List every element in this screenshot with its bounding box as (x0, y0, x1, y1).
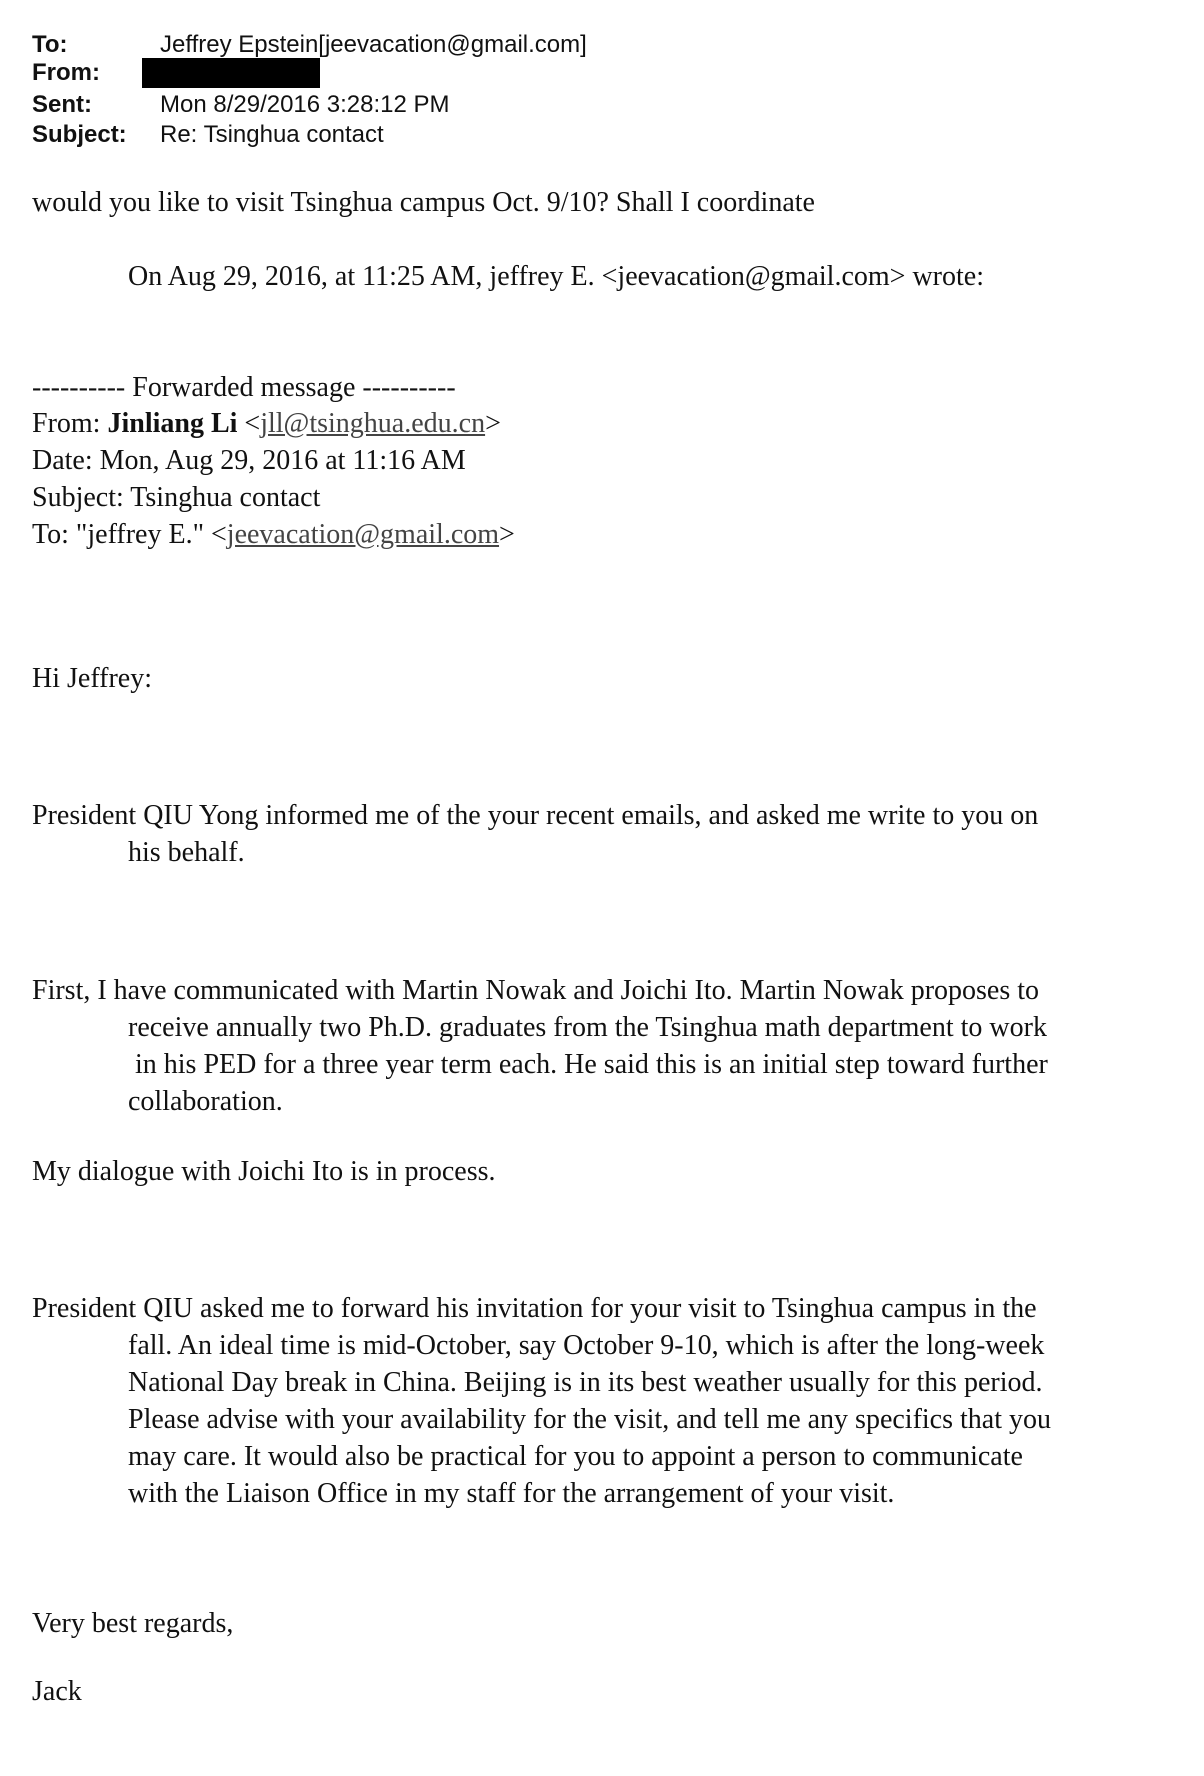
forward-to-line (32, 516, 515, 553)
paragraph-line: receive annually two Ph.D. graduates from the Tsinghua math department to work (128, 1012, 1047, 1043)
forward-from-name: Jinliang Li (107, 408, 238, 439)
paragraph-line: in his PED for a three year term each. He said this is an initial step toward further (128, 1049, 1048, 1080)
lt-bracket: < (211, 519, 227, 550)
paragraph-line: his behalf. (128, 837, 245, 868)
paragraph-line: collaboration. (128, 1086, 283, 1117)
paragraph-4 (32, 1290, 1172, 1512)
paragraph-3: My dialogue with Joichi Ito is in process. (32, 1156, 496, 1187)
closing: Very best regards, (32, 1608, 234, 1639)
subject-label: Subject: (32, 121, 127, 148)
paragraph-line: with the Liaison Office in my staff for the arrangement of your visit. (128, 1478, 895, 1509)
from-label: From: (32, 59, 100, 86)
paragraph-line: First, I have communicated with Martin Nowak and Joichi Ito. Martin Nowak proposes to (32, 975, 1040, 1006)
forward-from-line (32, 405, 501, 442)
paragraph-line: Please advise with your availability for the visit, and tell me any specifics that you (128, 1404, 1051, 1435)
forward-to-email-link[interactable]: jeevacation@gmail.com (226, 519, 500, 550)
signature: Jack (32, 1676, 82, 1707)
to-label: To: (32, 31, 68, 58)
paragraph-line: National Day break in China. Beijing is in its best weather usually for this period. (128, 1367, 1043, 1398)
paragraph-line: fall. An ideal time is mid-October, say October 9-10, which is after the long-week (128, 1330, 1045, 1361)
greeting: Hi Jeffrey: (32, 663, 152, 694)
forward-from-email-link[interactable]: jll@tsinghua.edu.cn (260, 408, 486, 439)
gt-bracket: > (499, 519, 515, 550)
paragraph-line: may care. It would also be practical for you to appoint a person to communicate (128, 1441, 1023, 1472)
reply-text: would you like to visit Tsinghua campus Oct. 9/10? Shall I coordinate (32, 187, 815, 218)
forward-separator: ---------- Forwarded message ---------- (32, 372, 456, 403)
to-value: Jeffrey Epstein[jeevacation@gmail.com] (160, 31, 587, 58)
redaction-block (142, 58, 320, 88)
forward-from-prefix: From: (32, 408, 108, 439)
sent-value: Mon 8/29/2016 3:28:12 PM (160, 91, 450, 118)
gt-bracket: > (485, 408, 501, 439)
sent-label: Sent: (32, 91, 92, 118)
paragraph-1 (32, 797, 1172, 871)
lt-bracket: < (244, 408, 261, 439)
forward-date-line: Date: Mon, Aug 29, 2016 at 11:16 AM (32, 445, 466, 476)
forward-to-prefix: To: "jeffrey E." (32, 519, 211, 550)
paragraph-line: President QIU Yong informed me of the your recent emails, and asked me write to you on (32, 800, 1039, 831)
forward-subject-line: Subject: Tsinghua contact (32, 482, 321, 513)
quote-line: On Aug 29, 2016, at 11:25 AM, jeffrey E. <jeevacation@gmail.com> wrote: (128, 261, 984, 292)
paragraph-line: President QIU asked me to forward his invitation for your visit to Tsinghua campus in the (32, 1293, 1037, 1324)
subject-value: Re: Tsinghua contact (160, 121, 384, 148)
paragraph-2 (32, 972, 1172, 1120)
